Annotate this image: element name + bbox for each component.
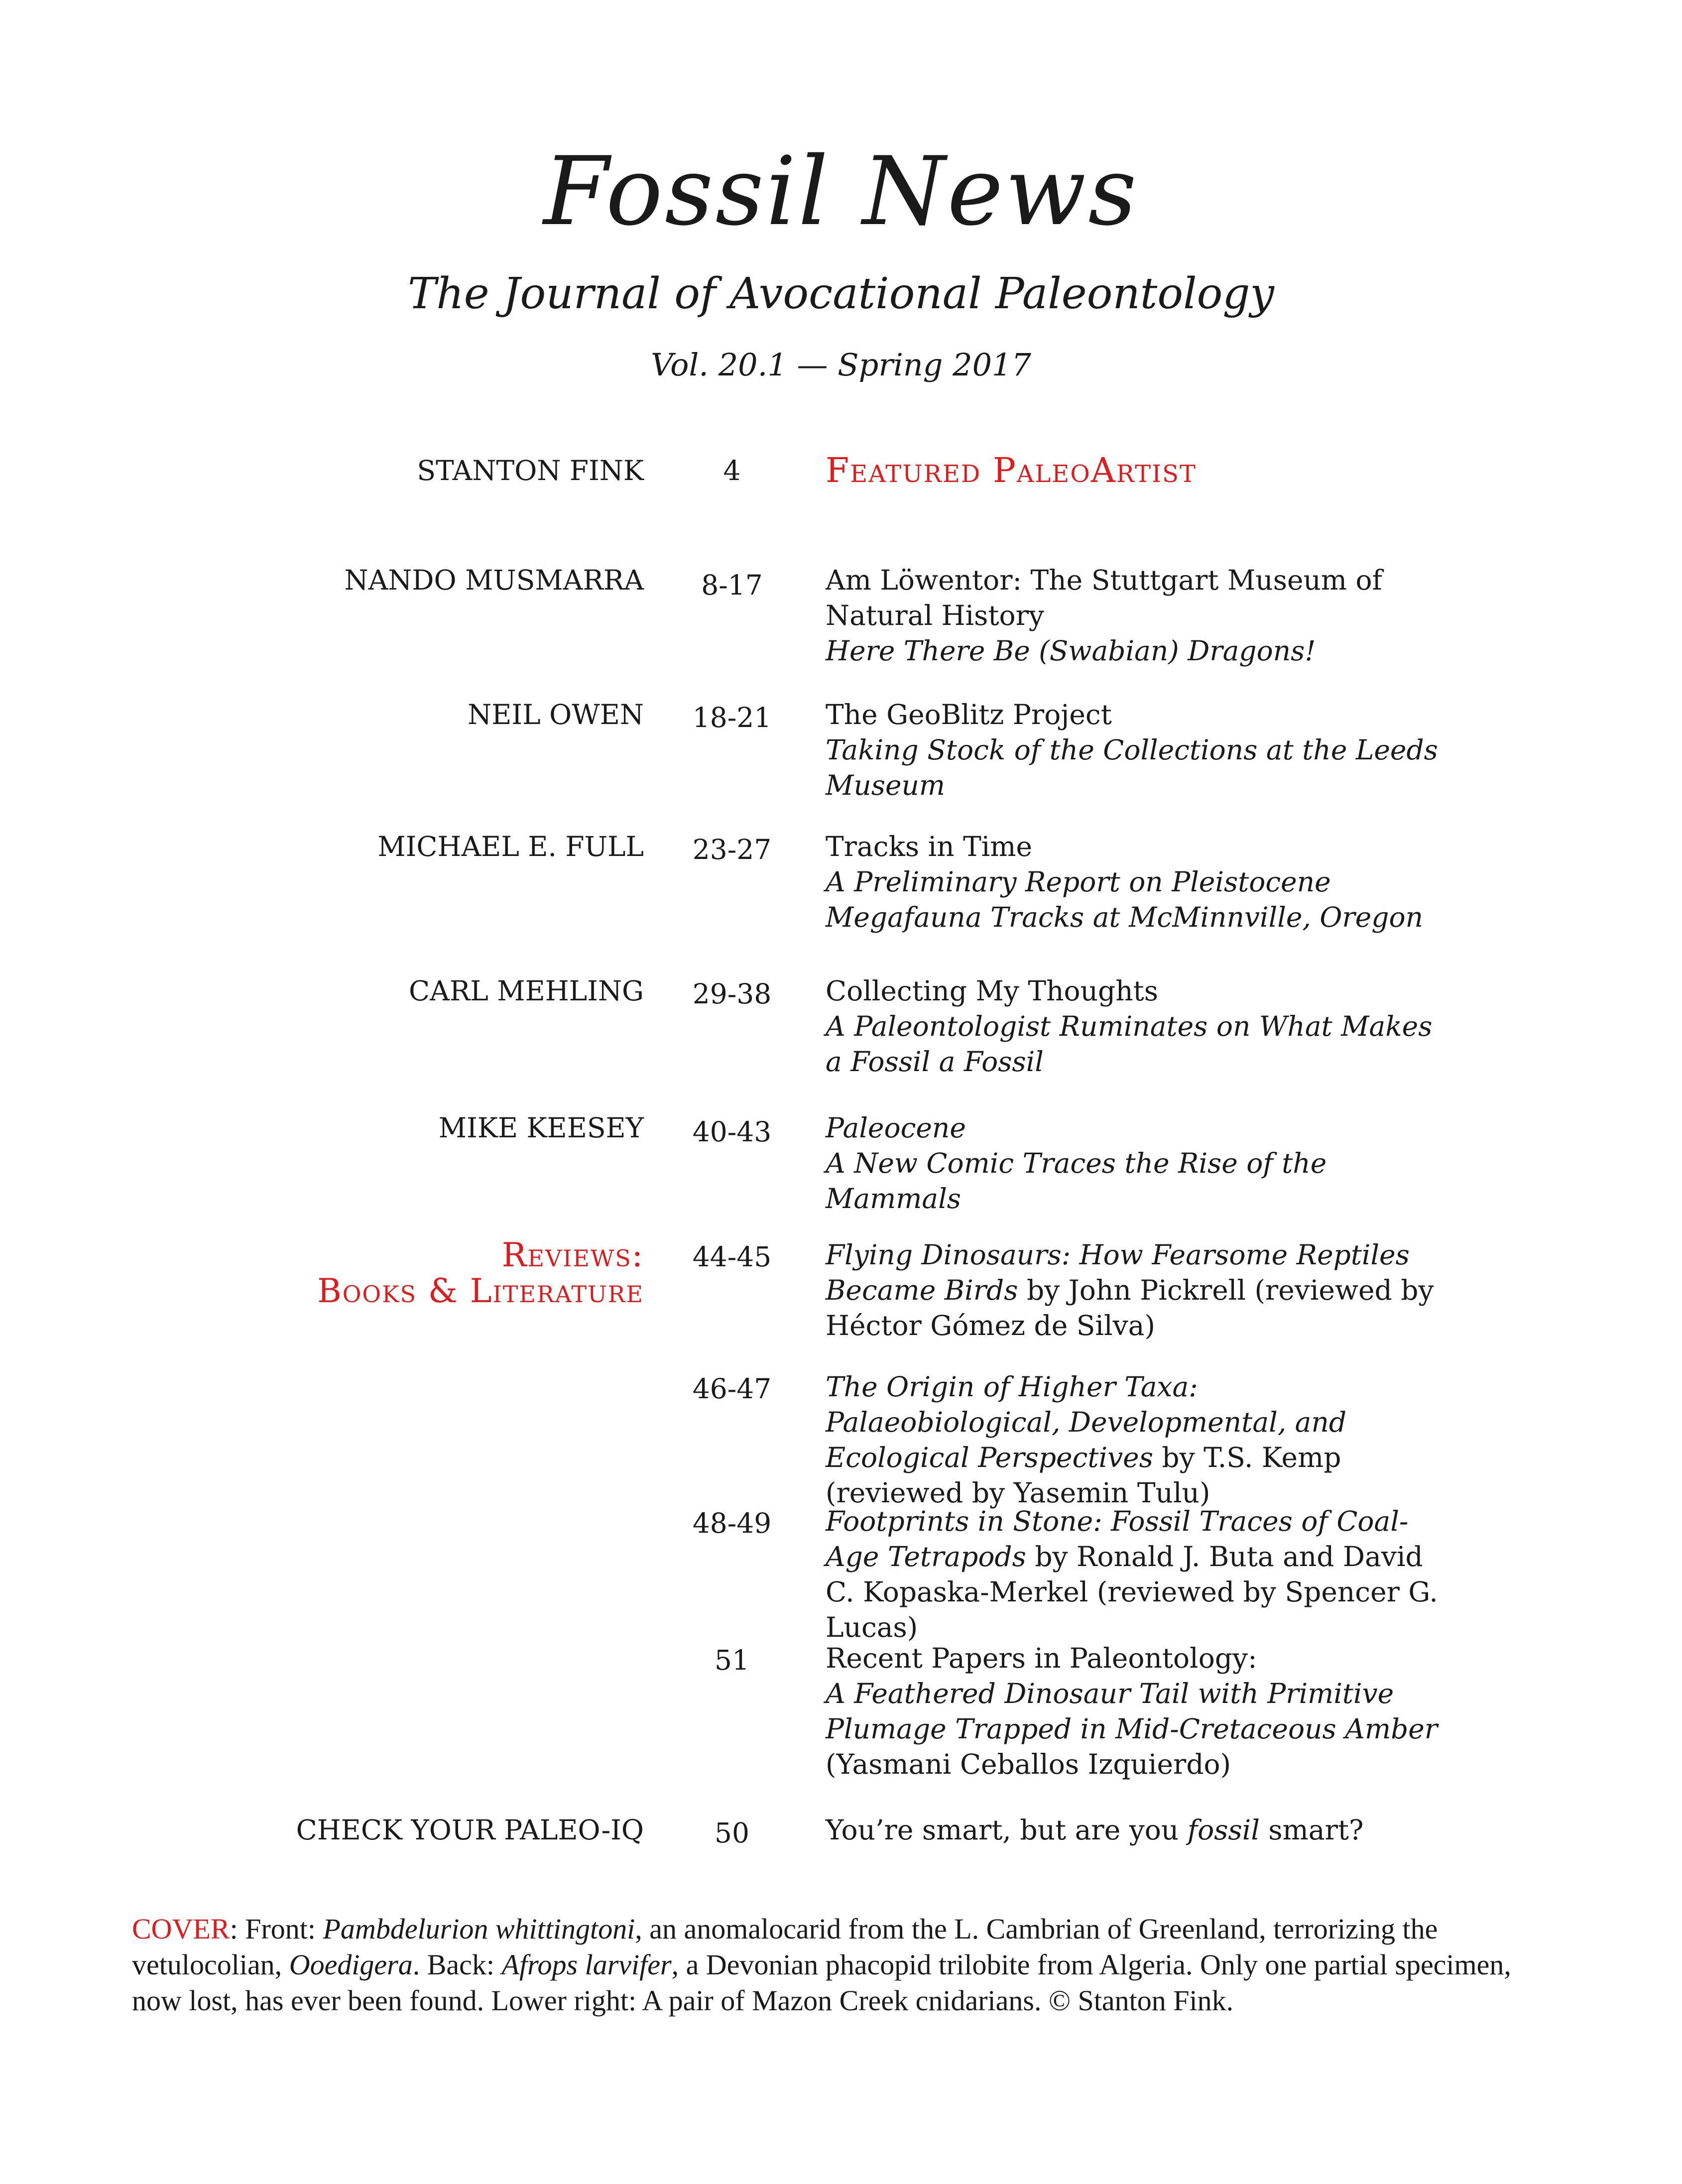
review-book-title: Flying Dinosaurs: How Fearsome Reptiles Became Birds: [826, 1239, 1410, 1306]
cover-text: : Front:: [230, 1913, 323, 1945]
journal-title: Fossil News: [543, 136, 1139, 246]
cover-species: Ooedigera: [289, 1948, 413, 1981]
toc-entry: [826, 697, 1438, 803]
toc-subtitle: Taking Stock of the Collections at the Leeds Museum: [826, 734, 1438, 801]
review-pages: 48-49: [692, 1507, 772, 1539]
review-pages: 46-47: [692, 1373, 772, 1405]
review-entry: [826, 1237, 1438, 1343]
toc-author: MIKE KEESEY: [438, 1112, 644, 1144]
toc-pages: 8-17: [701, 569, 763, 601]
cover-text: , a Devonian phacopid trilobite from Algeria. Only one partial specimen, now lost, has ever been found. Lower right: A pair of Mazon Creek cnidarians. © Stanton Fink.: [132, 1948, 1511, 2017]
volume-issue: Vol. 20.1 — Spring 2017: [651, 347, 1031, 383]
cover-caption: [132, 1911, 1551, 2019]
toc-author: NANDO MUSMARRA: [344, 564, 644, 596]
toc-entry: [826, 1641, 1438, 1782]
toc-title: Recent Papers in Paleontology:: [826, 1642, 1257, 1674]
toc-subtitle: Here There Be (Swabian) Dragons!: [826, 635, 1316, 667]
review-credit: by John Pickrell (reviewed by Héctor Gómez de Silva): [826, 1274, 1434, 1341]
review-book-title: The Origin of Higher Taxa: Palaeobiological, Developmental, and Ecological Perspectives: [826, 1371, 1347, 1473]
review-entry: [826, 1369, 1438, 1511]
cover-species: Pambdelurion whittingtoni: [323, 1913, 635, 1945]
toc-pages: 23-27: [692, 834, 772, 865]
toc-title: Tracks in Time: [826, 831, 1033, 862]
toc-pages: 40-43: [692, 1116, 772, 1148]
toc-author: CHECK YOUR PALEO-IQ: [296, 1814, 644, 1846]
paleo-iq-text-1: You’re smart, but are you: [826, 1814, 1188, 1846]
toc-pages: 50: [715, 1817, 749, 1849]
journal-subtitle: The Journal of Avocational Paleontology: [407, 269, 1275, 319]
paleo-iq-text-italic: fossil: [1187, 1814, 1260, 1846]
toc-author: STANTON FINK: [417, 455, 644, 486]
toc-subtitle: A Preliminary Report on Pleistocene Megafauna Tracks at McMinnville, Oregon: [826, 866, 1424, 933]
toc-title: The GeoBlitz Project: [826, 699, 1112, 730]
cover-text: , an anomalocarid from the L. Cambrian of Greenland, terrorizing the vetulocolian,: [132, 1913, 1438, 1981]
toc-title: Paleocene: [826, 1112, 966, 1144]
toc-entry: [826, 1110, 1438, 1216]
toc-entry: [826, 973, 1438, 1080]
toc-entry: [826, 563, 1438, 669]
paper-author: (Yasmani Ceballos Izquierdo): [826, 1748, 1231, 1780]
toc-title: Featured PaleoArtist: [826, 451, 1197, 490]
toc-pages: 18-21: [692, 702, 772, 733]
toc-subtitle: A New Comic Traces the Rise of the Mammals: [826, 1147, 1327, 1214]
review-credit: by Ronald J. Buta and David C. Kopaska-Merkel (reviewed by Spencer G. Lucas): [826, 1541, 1438, 1643]
review-pages: 44-45: [692, 1241, 772, 1273]
toc-author: CARL MEHLING: [409, 975, 644, 1007]
toc-pages: 4: [723, 455, 741, 486]
cover-text: . Back:: [412, 1948, 502, 1981]
review-entry: [826, 1504, 1438, 1645]
masthead: [0, 134, 1682, 387]
toc-title: Am Löwentor: The Stuttgart Museum of Natural History: [826, 564, 1383, 631]
paper-title: A Feathered Dinosaur Tail with Primitive Plumage Trapped in Mid-Cretaceous Amber: [826, 1678, 1438, 1745]
toc-author: NEIL OWEN: [468, 699, 644, 730]
review-credit: by T.S. Kemp (reviewed by Yasemin Tulu): [826, 1442, 1341, 1509]
reviews-heading-line1: Reviews:: [501, 1236, 644, 1274]
reviews-heading-line2: Books & Literature: [317, 1272, 644, 1310]
toc-author: MICHAEL E. FULL: [377, 831, 644, 862]
cover-species: Afrops larvifer: [501, 1948, 672, 1981]
reviews-heading: [146, 1237, 644, 1309]
toc-pages: 51: [715, 1644, 749, 1676]
toc-pages: 29-38: [692, 978, 772, 1010]
toc-entry: [826, 1813, 1438, 1848]
toc-title: Collecting My Thoughts: [826, 975, 1159, 1007]
paleo-iq-text-2: smart?: [1259, 1814, 1364, 1846]
toc-entry: [826, 829, 1438, 935]
toc-subtitle: A Paleontologist Ruminates on What Makes a Fossil a Fossil: [826, 1010, 1433, 1078]
cover-label: COVER: [132, 1913, 230, 1945]
review-book-title: Footprints in Stone: Fossil Traces of Coal-Age Tetrapods: [826, 1505, 1409, 1573]
